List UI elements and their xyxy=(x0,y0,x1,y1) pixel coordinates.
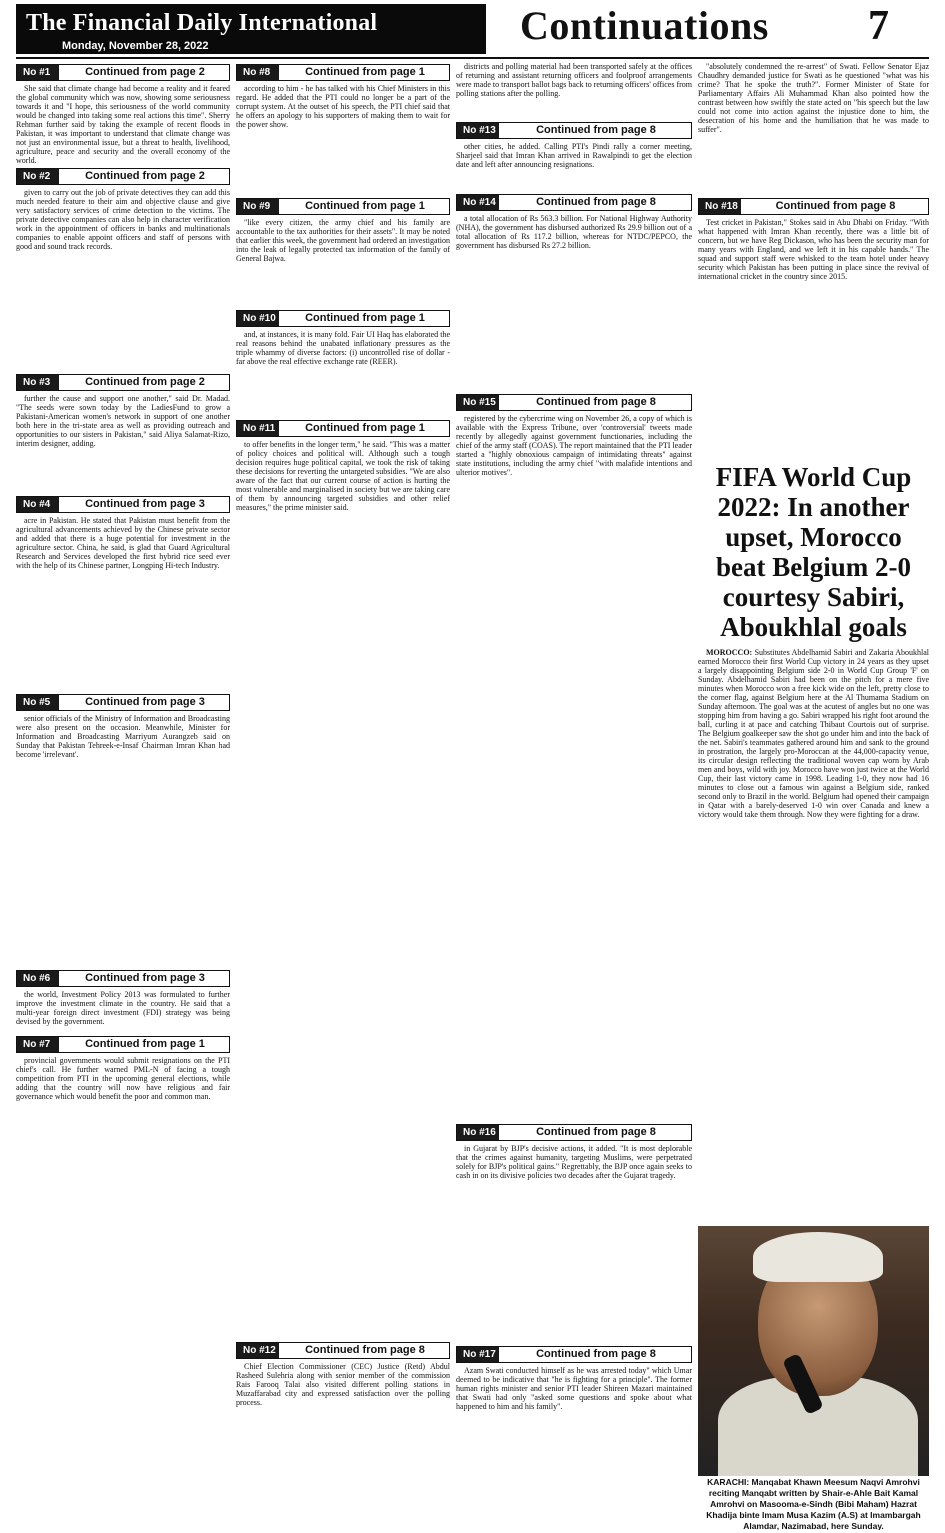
story-number: No #18 xyxy=(699,199,741,214)
paper-name: The Financial Daily International xyxy=(26,10,378,36)
story-text: provincial governments would submit resignations on the PTI chief's call. He further warned PML-N of facing a tough competition from PTI in the upcoming general elections, while adding that the country will now have religious and fair governance which would benefit the poor and common man. xyxy=(16,1056,230,1101)
continuation-story xyxy=(16,62,230,166)
continued-from: Continued from page 1 xyxy=(305,66,425,78)
continuation-header xyxy=(456,122,692,139)
continuation-story xyxy=(236,418,450,1340)
story-number: No #16 xyxy=(457,1125,499,1140)
continued-from: Continued from page 3 xyxy=(85,972,205,984)
continuation-story xyxy=(16,692,230,968)
continuation-header xyxy=(456,194,692,211)
story-number: No #17 xyxy=(457,1347,499,1362)
continuation-story xyxy=(456,392,692,1122)
continuation-header xyxy=(698,198,929,215)
story-text: "absolutely condemned the re-arrest" of Swati. Fellow Senator Ejaz Chaudhry demanded justice for Swati as he questioned "what was his crime? That he spoke the truth?". Former Minister of State for Parliamentary Affairs Ali Muhammad Khan also pointed how the contrast between how swiftly the state acted on "his speech but the law could not come into action against the injustice done to him, the desecration of his home and the humiliation that he was made to suffer". xyxy=(698,62,929,134)
continuation-header xyxy=(236,198,450,215)
column-3 xyxy=(456,62,692,1530)
section-title: Continuations xyxy=(520,3,769,48)
continuation-header xyxy=(16,168,230,185)
issue-date: Monday, November 28, 2022 xyxy=(62,40,209,52)
story-number: No #1 xyxy=(17,65,59,80)
story-number: No #10 xyxy=(237,311,279,326)
continued-from: Continued from page 1 xyxy=(85,1038,205,1050)
continuation-header xyxy=(16,374,230,391)
story-text: further the cause and support one another," said Dr. Madad. "The seeds were sown today by the LadiesFund to grow a Pakistani-American women's network in support of one another both here in the tri-state area as well as providing outreach and opportunities to our sisters in Pakistan," said Aliya Salamat-Rizo, interim designer, adding. xyxy=(16,394,230,448)
column-2 xyxy=(236,62,450,1530)
masthead-rule xyxy=(16,57,929,59)
continued-from: Continued from page 2 xyxy=(85,170,205,182)
feature-headline: FIFA World Cup 2022: In another upset, Morocco beat Belgium 2-0 courtesy Sabiri, Aboukhlal goals xyxy=(715,462,912,642)
story-text: the world, Investment Policy 2013 was formulated to further improve the investment climate in the country. He said that a multi-year foreign direct investment (FDI) strategy was being devised by the government. xyxy=(16,990,230,1026)
continuation-story xyxy=(456,1344,692,1524)
continued-from: Continued from page 8 xyxy=(536,1348,656,1360)
story-number: No #6 xyxy=(17,971,59,986)
story-text: a total allocation of Rs 563.3 billion. For National Highway Authority (NHA), the government has disbursed authorized Rs 29.9 billion out of a total allocation of Rs 117.2 billion, whereas for NTDC/PEPCO, the government has disbursed Rs 27.2 billion. xyxy=(456,214,692,250)
story-text: Azam Swati conducted himself as he was arrested today" which Umar deemed to be indicative that "he is fighting for a principle". The former human rights minister and senior PTI leader Shireen Mazari maintained that Swati had only "asked some questions and spoke about what happened to him and his family". xyxy=(456,1366,692,1411)
feature-article xyxy=(698,462,929,819)
continuation-header xyxy=(236,310,450,327)
continuation-story xyxy=(16,968,230,1034)
story-text: to offer benefits in the longer term," he said. "This was a matter of policy choices and political will. Although such a tough decision requires huge political capital, we took the risk of taking these decisions for reverting the untargeted subsidies. "We are also aware of the fact that our current course of action is hurting the most vulnerable and marginalised in society but we are taking care of them by announcing targeted subsidies and other relief measures," the prime minister said. xyxy=(236,440,450,512)
continuation-header xyxy=(16,970,230,987)
story-text: in Gujarat by BJP's decisive actions, it added. "It is most deplorable that the crimes against humanity, targeting Muslims, were perpetrated solely for BJP's political gains." Regrettably, the BJP once again seeks to cash in on its divisive policies two decades after the Gujarat tragedy. xyxy=(456,1144,692,1180)
story-text: given to carry out the job of private detectives they can add this much needed feature to their aim and objective clause and give very satisfactory services of crime detection to the victims. The private detective companies can also help in character verification work in the appointment of officers in banks and multinationals companies to enable appoint officers and staff of persons with good and sound track records. xyxy=(16,188,230,251)
continued-from: Continued from page 8 xyxy=(536,1126,656,1138)
continuation-story xyxy=(698,196,929,456)
continuation-story xyxy=(236,1340,450,1520)
photo-caption: KARACHI: Manqabat Khawn Meesum Naqvi Amrohvi reciting Manqabt written by Shair-e-Ahle Bait Kamal Amrohvi on Masooma-e-Sindh (Bibi Maham) Hazrat Khadija binte Imam Musa Kazim (A.S) at Imambargah Alamdar, Nazimabad, here Sunday. xyxy=(706,1477,921,1530)
story-text: Test cricket in Pakistan," Stokes said in Abu Dhabi on Friday. "With what happened with Imran Khan recently, there was a little bit of concern, but we have Reg Dickason, who has been the security man for many years with England, and we left it in his capable hands." The squad and support staff were whisked to the team hotel under heavy security which Pakistan has been putting in place since the revival of international cricket in the country since 2015. xyxy=(698,218,929,281)
story-text: registered by the cybercrime wing on November 26, a copy of which is available with the Express Tribune, over 'controversial' tweets made recently by allegedly against government functionaries, including the chief of the army staff (COAS). The report maintained that the PTI leader started a "highly obnoxious campaign of intimidating threats" against state institutions, including the army chief "with malafide intentions and ulterior motives". xyxy=(456,414,692,477)
feature-text: Substitutes Abdelhamid Sabiri and Zakaria Aboukhlal earned Morocco their first World Cup victory in 24 years as they upset a largely disappointing Belgium side 2-0 in World Cup Group 'F' on Sunday. Abdelhamid Sabiri had been on the pitch for a mere five minutes when Morocco won a free kick wide on the left, pretty close to the corner flag, against Belgium here at the Al Thumama Stadium on Sunday afternoon. The goal was at the acutest of angles but no one was stopping him from having a go. Sabiri wrapped his right foot around the ball, curling it at pace and catching Thibaut Courtois out of surprise. The Belgium goalkeeper saw the shot go under him and into the back of the net. Sabiri's teammates gathered around him and sank to the ground in prostration, the largely pro-Moroccan at the 44,000-capacity venue, its circular design reflecting the traditional woven cap worn by Arab men and boys, wild with joy. Morocco have won just twice at the World Cup, their last victory came in 1998. Leading 1-0, they now had 16 minutes to close out a famous win against a Belgium side, ranked second only to Brazil in the world. Belgium had opened their campaign in Qatar with a barely-deserved 1-0 win over Canada and knew a victory would take them through. Now they were fighting for a draw. xyxy=(698,648,929,819)
story-text: acre in Pakistan. He stated that Pakistan must benefit from the agricultural advancements achieved by the Chinese private sector and added that there is a huge potential for investment in the agriculture sector. China, he said, is glad that Guard Agricultural Research and Services developed the first hybrid rice seed ever with the help of its Chinese partner, Longping Hi-tech Industry. xyxy=(16,516,230,570)
continuation-header xyxy=(16,1036,230,1053)
story-number: No #14 xyxy=(457,195,499,210)
continued-from: Continued from page 8 xyxy=(536,196,656,208)
story-text: and, at instances, it is many fold. Fair UI Haq has elaborated the real reasons behind the unabated inflationary pressures as the triple whammy of diverse factors: (i) uncontrolled rise of dollar - far above the real effective exchange rate (REER). xyxy=(236,330,450,366)
story-text: She said that climate change had become a reality and it feared the global community which was now, showing some seriousness towards it and "I hope, this seriousness of the world community would be changed into taking some real actions this time". Sherry Rehman further said by taking the example of recent floods in Pakistan, it was important to understand that climate change was not just an environmental issue, but a threat to health, livelihood, agriculture, peace and security and the overall economy of the world. xyxy=(16,84,230,165)
continued-from: Continued from page 8 xyxy=(536,124,656,136)
continued-from: Continued from page 8 xyxy=(775,200,896,212)
column-4 xyxy=(698,62,929,1530)
continued-from: Continued from page 1 xyxy=(305,312,425,324)
continuation-header xyxy=(456,394,692,411)
continuation-story xyxy=(16,494,230,692)
continued-from: Continued from page 3 xyxy=(85,696,205,708)
continued-from: Continued from page 8 xyxy=(536,396,656,408)
continuation-story xyxy=(236,62,450,196)
continuation-header xyxy=(16,64,230,81)
masthead xyxy=(0,0,945,58)
continuation-header xyxy=(236,64,450,81)
continuation-story xyxy=(236,196,450,308)
continuation-story xyxy=(456,192,692,392)
continuation-header xyxy=(456,1124,692,1141)
continued-from: Continued from page 1 xyxy=(305,422,425,434)
story-text: other cities, he added. Calling PTI's Pindi rally a corner meeting, Sharjeel said that Imran Khan arrived in Rawalpindi to get the election date and left after announcing resignations. xyxy=(456,142,692,169)
story-number: No #7 xyxy=(17,1037,59,1052)
continued-from: Continued from page 1 xyxy=(305,200,425,212)
continuation-story xyxy=(456,62,692,120)
news-photo xyxy=(698,1226,929,1476)
story-text: districts and polling material had been transported safely at the offices of returning and assistant returning officers and foolproof arrangements were made to transport ballot bags back to returning officers' offices from polling stations after the polling. xyxy=(456,62,692,98)
story-number: No #13 xyxy=(457,123,499,138)
continuation-header xyxy=(16,694,230,711)
story-text: "like every citizen, the army chief and his family are accountable to the tax authorities for their assets". It may be noted that earlier this week, the government had ordered an investigation into the leak of legally protected tax information of the family of General Bajwa. xyxy=(236,218,450,263)
page-number: 7 xyxy=(868,3,889,49)
dateline: MOROCCO: xyxy=(706,648,753,657)
story-number: No #4 xyxy=(17,497,59,512)
continued-from: Continued from page 3 xyxy=(85,498,205,510)
continuation-story xyxy=(698,62,929,196)
story-number: No #11 xyxy=(237,421,279,436)
continuation-story xyxy=(16,166,230,372)
story-number: No #12 xyxy=(237,1343,279,1358)
story-number: No #5 xyxy=(17,695,59,710)
feature-body xyxy=(698,648,929,819)
story-number: No #3 xyxy=(17,375,59,390)
story-number: No #9 xyxy=(237,199,279,214)
story-text: Chief Election Commissioner (CEC) Justice (Retd) Abdul Rasheed Sulehria along with senior member of the commission Rais Farooq Talai also visited different polling stations in Muzaffarabad city and expressed satisfaction over the polling process. xyxy=(236,1362,450,1407)
continuation-story xyxy=(16,1034,230,1524)
story-number: No #8 xyxy=(237,65,279,80)
continuation-story xyxy=(456,1122,692,1344)
continuation-header xyxy=(236,420,450,437)
continuation-story xyxy=(236,308,450,418)
story-number: No #15 xyxy=(457,395,499,410)
column-1 xyxy=(16,62,230,1530)
continued-from: Continued from page 2 xyxy=(85,376,205,388)
continuation-header xyxy=(16,496,230,513)
continuation-header xyxy=(236,1342,450,1359)
continuation-header xyxy=(456,1346,692,1363)
continuation-story xyxy=(16,372,230,494)
story-text: senior officials of the Ministry of Information and Broadcasting were also present on the occasion. Meanwhile, Minister for Information and Broadcasting Marriyum Aurangzeb said on Sunday that Pakistan Tehreek-e-Insaf Chairman Imran Khan had become 'irrelevant'. xyxy=(16,714,230,759)
continued-from: Continued from page 8 xyxy=(305,1344,425,1356)
story-text: according to him - he has talked with his Chief Ministers in this regard. He added that the PTI could no longer be a part of the corrupt system. At the outset of his speech, the PTI chief said that he offers an apology to his supporters of making them to wait for the power show. xyxy=(236,84,450,129)
story-number: No #2 xyxy=(17,169,59,184)
continuation-story xyxy=(456,120,692,192)
photo-figure-cap xyxy=(753,1232,883,1282)
continued-from: Continued from page 2 xyxy=(85,66,205,78)
